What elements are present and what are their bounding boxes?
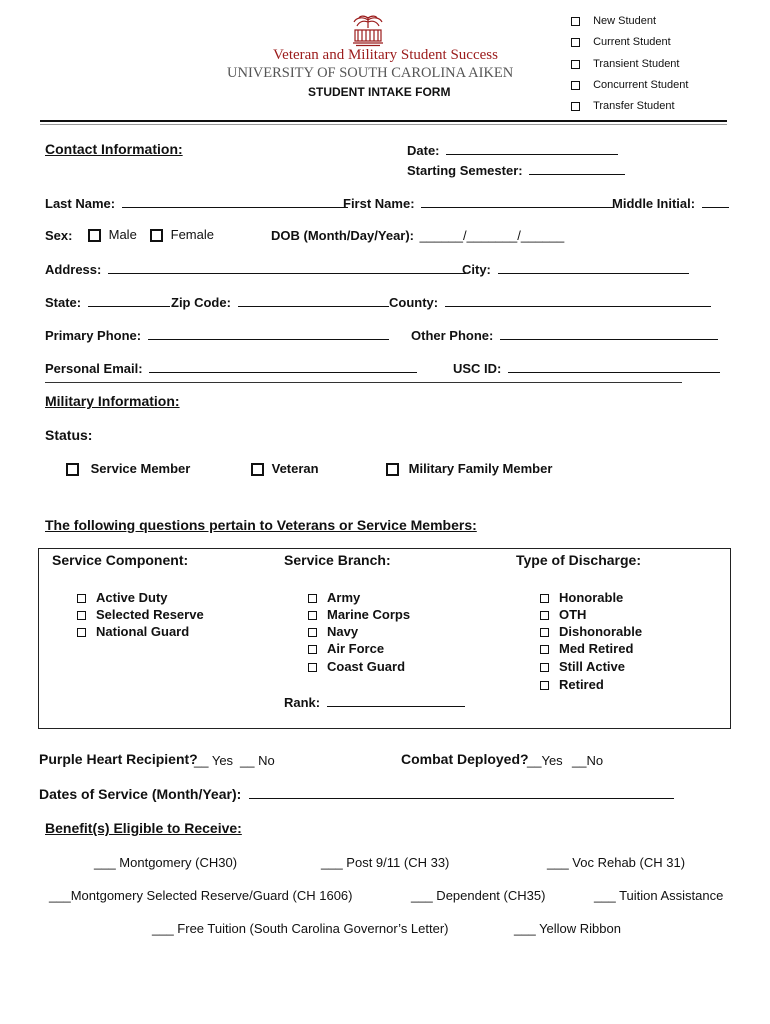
discharge-option-still-active[interactable]: Still Active xyxy=(540,659,625,674)
checkbox-icon[interactable] xyxy=(251,463,264,476)
checkbox-icon[interactable] xyxy=(88,229,101,242)
benefit-tuition-assistance[interactable]: ___ Tuition Assistance xyxy=(594,888,724,903)
component-option-national-guard[interactable]: National Guard xyxy=(77,624,189,639)
checkbox-icon[interactable] xyxy=(571,60,580,69)
benefit-montgomery[interactable]: ___ Montgomery (CH30) xyxy=(94,855,238,870)
benefit-dependent[interactable]: ___ Dependent (CH35) xyxy=(411,888,546,903)
checkbox-icon[interactable] xyxy=(77,611,86,620)
state-field: State: xyxy=(45,294,170,310)
military-heading: Military Information: xyxy=(45,393,180,409)
checkbox-icon[interactable] xyxy=(77,594,86,603)
checkbox-icon[interactable] xyxy=(540,681,549,690)
component-option-active-duty[interactable]: Active Duty xyxy=(77,590,168,605)
dob-input[interactable]: ______/_______/______ xyxy=(419,228,565,243)
combat-deployed-label: Combat Deployed? xyxy=(401,751,529,767)
checkbox-icon[interactable] xyxy=(571,17,580,26)
checkbox-icon[interactable] xyxy=(540,628,549,637)
personal-email-field: Personal Email: xyxy=(45,360,417,376)
combat-deployed-yes[interactable]: __Yes xyxy=(527,753,563,768)
zip-input[interactable] xyxy=(238,294,389,307)
dates-of-service-input[interactable] xyxy=(249,786,674,799)
sex-option-male[interactable]: Male xyxy=(88,227,137,242)
contact-heading: Contact Information: xyxy=(45,141,183,157)
branch-option-navy[interactable]: Navy xyxy=(308,624,358,639)
program-name: Veteran and Military Student Success xyxy=(273,47,498,63)
usc-id-input[interactable] xyxy=(508,360,720,373)
last-name-field: Last Name: xyxy=(45,195,348,211)
checkbox-icon[interactable] xyxy=(66,463,79,476)
state-input[interactable] xyxy=(88,294,170,307)
status-option-military-family-member[interactable]: Military Family Member xyxy=(386,461,552,476)
purple-heart-no[interactable]: __ No xyxy=(240,753,275,768)
zip-field: Zip Code: xyxy=(171,294,389,310)
checkbox-icon[interactable] xyxy=(571,38,580,47)
benefit-montgomery-reserve[interactable]: ___Montgomery Selected Reserve/Guard (CH 1606) xyxy=(49,888,353,903)
student-type-new[interactable]: New Student xyxy=(571,15,656,27)
middle-initial-input[interactable] xyxy=(702,195,729,208)
other-phone-input[interactable] xyxy=(500,327,718,340)
last-name-input[interactable] xyxy=(122,195,348,208)
checkbox-icon[interactable] xyxy=(308,594,317,603)
status-label: Status: xyxy=(45,427,93,443)
primary-phone-field: Primary Phone: xyxy=(45,327,389,343)
discharge-option-oth[interactable]: OTH xyxy=(540,607,586,622)
university-name: UNIVERSITY OF SOUTH CAROLINA AIKEN xyxy=(227,65,514,81)
benefit-yellow-ribbon[interactable]: ___ Yellow Ribbon xyxy=(514,921,621,936)
first-name-field: First Name: xyxy=(343,195,613,211)
student-type-transient[interactable]: Transient Student xyxy=(571,58,679,70)
benefit-free-tuition[interactable]: ___ Free Tuition (South Carolina Governor’s Letter) xyxy=(152,921,449,936)
component-option-selected-reserve[interactable]: Selected Reserve xyxy=(77,607,204,622)
checkbox-icon[interactable] xyxy=(308,663,317,672)
address-input[interactable] xyxy=(108,261,466,274)
checkbox-icon[interactable] xyxy=(540,663,549,672)
student-type-transfer[interactable]: Transfer Student xyxy=(571,100,675,112)
header-divider-shadow xyxy=(40,124,727,125)
combat-deployed-no[interactable]: __No xyxy=(572,753,604,768)
city-field: City: xyxy=(462,261,689,277)
discharge-option-honorable[interactable]: Honorable xyxy=(540,590,623,605)
starting-semester-input[interactable] xyxy=(529,162,625,175)
address-field: Address: xyxy=(45,261,466,277)
student-type-current[interactable]: Current Student xyxy=(571,36,671,48)
contact-divider xyxy=(45,382,682,383)
personal-email-input[interactable] xyxy=(149,360,417,373)
checkbox-icon[interactable] xyxy=(571,81,580,90)
starting-semester-field: Starting Semester: xyxy=(407,162,625,178)
branch-option-army[interactable]: Army xyxy=(308,590,360,605)
header-divider xyxy=(40,120,727,122)
benefit-voc-rehab[interactable]: ___ Voc Rehab (CH 31) xyxy=(547,855,686,870)
checkbox-icon[interactable] xyxy=(540,611,549,620)
usc-id-field: USC ID: xyxy=(453,360,720,376)
service-component-heading: Service Component: xyxy=(52,552,189,568)
service-branch-heading: Service Branch: xyxy=(284,552,391,568)
checkbox-icon[interactable] xyxy=(386,463,399,476)
checkbox-icon[interactable] xyxy=(150,229,163,242)
checkbox-icon[interactable] xyxy=(540,594,549,603)
veteran-questions-heading: The following questions pertain to Veterans or Service Members: xyxy=(45,517,477,533)
checkbox-icon[interactable] xyxy=(308,611,317,620)
city-input[interactable] xyxy=(498,261,689,274)
other-phone-field: Other Phone: xyxy=(411,327,718,343)
date-field: Date: xyxy=(407,142,618,158)
checkbox-icon[interactable] xyxy=(77,628,86,637)
palmetto-seal-icon xyxy=(350,14,386,48)
discharge-type-heading: Type of Discharge: xyxy=(516,552,641,568)
date-input[interactable] xyxy=(446,142,618,155)
benefit-post-911[interactable]: ___ Post 9/11 (CH 33) xyxy=(321,855,450,870)
checkbox-icon[interactable] xyxy=(571,102,580,111)
county-input[interactable] xyxy=(445,294,711,307)
purple-heart-label: Purple Heart Recipient? xyxy=(39,751,198,767)
status-option-service-member[interactable]: Service Member xyxy=(66,461,190,476)
sex-option-female[interactable]: Female xyxy=(150,227,214,242)
dob-field: DOB (Month/Day/Year): ______/_______/______ xyxy=(271,228,565,243)
status-option-veteran[interactable]: Veteran xyxy=(251,461,319,476)
purple-heart-yes[interactable]: __ Yes xyxy=(194,753,234,768)
discharge-option-dishonorable[interactable]: Dishonorable xyxy=(540,624,642,639)
branch-option-air-force[interactable]: Air Force xyxy=(308,641,384,656)
sex-label: Sex: xyxy=(45,228,73,243)
checkbox-icon[interactable] xyxy=(308,628,317,637)
branch-option-marine-corps[interactable]: Marine Corps xyxy=(308,607,410,622)
rank-field: Rank: xyxy=(284,694,465,710)
primary-phone-input[interactable] xyxy=(148,327,389,340)
student-type-concurrent[interactable]: Concurrent Student xyxy=(571,79,688,91)
form-title: STUDENT INTAKE FORM xyxy=(308,85,451,99)
checkbox-icon[interactable] xyxy=(308,645,317,654)
branch-option-coast-guard[interactable]: Coast Guard xyxy=(308,659,405,674)
dates-of-service-field: Dates of Service (Month/Year): xyxy=(39,786,674,802)
university-logo xyxy=(350,14,386,48)
county-field: County: xyxy=(389,294,711,310)
checkbox-icon[interactable] xyxy=(540,645,549,654)
benefits-heading: Benefit(s) Eligible to Receive: xyxy=(45,820,242,836)
discharge-option-retired[interactable]: Retired xyxy=(540,677,604,692)
discharge-option-med-retired[interactable]: Med Retired xyxy=(540,641,633,656)
middle-initial-field: Middle Initial: xyxy=(612,195,729,211)
rank-input[interactable] xyxy=(327,694,465,707)
first-name-input[interactable] xyxy=(421,195,613,208)
